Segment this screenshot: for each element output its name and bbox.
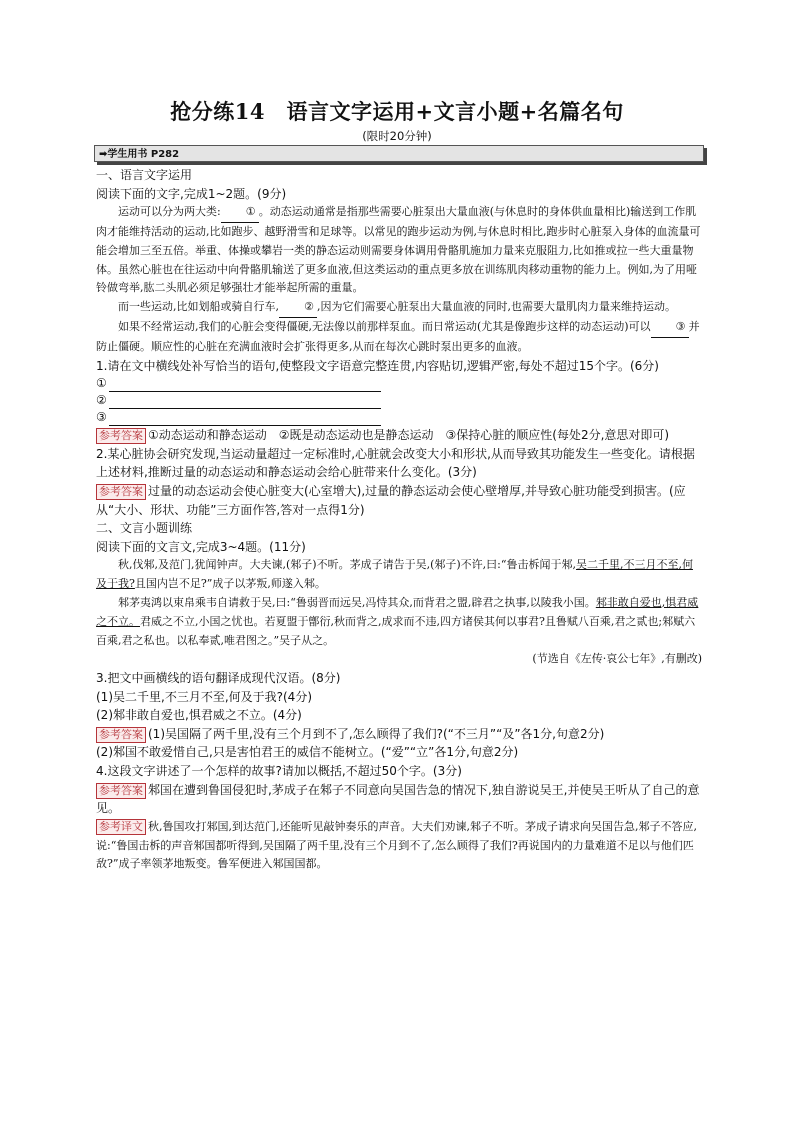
reference-translation: 参考译文 秋,鲁国攻打邾国,到达范门,还能听见敲钟奏乐的声音。大夫们劝谏,邾子不听。茅成子请求向吴国告急,邾子不答应,说:“鲁国击柝的声音邾国都听得到,吴国隔了两千里,没有三个月到不了,怎么顾得了我们?再说国内的力量难道不足以与他们匹敌?”成子率领茅地叛变。鲁军便进入邾国国都。	[96, 819, 697, 871]
main-content	[96, 166, 702, 874]
passage-paragraph-3: 如果不经常运动,我们的心脏会变得僵硬,无法像以前那样泵血。而日常运动(尤其是像跑步这样的动态运动)可以 ③ 并防止僵硬。顺应性的心脏在充满血液时会扩张得更多,从而在每次心跳时泵出更多的血液。	[96, 319, 700, 353]
reference-translation-tag: 参考译文	[96, 819, 146, 835]
answer-line-2: ②	[96, 392, 702, 409]
question-1: 1.请在文中横线处补写恰当的语句,使整段文字语意完整连贯,内容贴切,逻辑严密,每处不超过15个字。(6分)	[96, 358, 659, 373]
reference-answer-tag: 参考答案	[96, 727, 146, 743]
underlined-sentence-2: 邾非敢自爱也,惧君威之不立。	[96, 595, 699, 628]
passage-paragraph-2: 而一些运动,比如划船或骑自行车, ② ,因为它们需要心脏泵出大量血液的同时,也需要大量肌肉力量来维持运动。	[96, 298, 702, 318]
source-citation: (节选自《左传·哀公七年》,有删改)	[532, 652, 702, 666]
section1-intro: 阅读下面的文字,完成1~2题。(9分)	[96, 186, 287, 201]
answer-3-part-2: (2)邾国不敢爱惜自己,只是害怕君王的威信不能树立。(“爱”“立”各1分,句意2分)	[96, 745, 519, 760]
blank-1: ①	[221, 203, 259, 223]
question-3-part-2: (2)邾非敢自爱也,惧君威之不立。(4分)	[96, 708, 302, 723]
page-title: 抢分练14 语言文字运用+文言小题+名篇名句	[170, 99, 624, 124]
classical-paragraph-1: 秋,伐邾,及范门,犹闻钟声。大夫谏,(邾子)不听。茅成子请告于吴,(邾子)不许,曰:“鲁击柝闻于邾,吴二千里,不三月不至,何及于我?且国内岂不足?”成子以茅叛,师遂入邾。	[96, 558, 693, 591]
section2-heading: 二、文言小题训练	[96, 521, 193, 536]
question-3-part-1: (1)吴二千里,不三月不至,何及于我?(4分)	[96, 689, 312, 704]
passage-paragraph-1: 运动可以分为两大类: ① 。动态运动通常是指那些需要心脏泵出大量血液(与休息时的身体供血量相比)输送到工作肌肉才能维持活动的运动,比如跑步、越野滑雪和足球等。以常见的跑步运动为例,与休息时相比,跑步时心脏泵入身体的血流量可能会增加三至五倍。举重、体操或攀岩一类的静态运动则需要身体调用骨骼肌施加力量来克服阻力,比如推或拉一些大重量物体。虽然心脏也在往运动中向骨骼肌输送了更多血液,但这类运动的重点更多放在训练肌肉移动重物的能力上。例如,为了用哑铃做弯举,肱二头肌必须足够强壮才能举起所需的重量。	[96, 205, 701, 295]
question-3: 3.把文中画横线的语句翻译成现代汉语。(8分)	[96, 671, 341, 686]
blank-3: ③	[651, 318, 689, 338]
time-limit: (限时20分钟)	[362, 129, 432, 143]
blank-2: ②	[279, 298, 317, 318]
reference-answer-tag: 参考答案	[96, 484, 146, 500]
reference-answer-tag: 参考答案	[96, 428, 146, 444]
question-2: 2.某心脏协会研究发现,当运动量超过一定标准时,心脏就会改变大小和形状,从而导致其功能发生一些变化。请根据上述材料,推断过量的动态运动和静态运动会给心脏带来什么变化。(3分)	[96, 446, 695, 480]
answer-line-1: ①	[96, 375, 702, 392]
answer-line-3: ③	[96, 409, 702, 426]
answer-2: 参考答案 过量的动态运动会使心脏变大(心室增大),过量的静态运动会使心壁增厚,并导致心脏功能受到损害。(应从“大小、形状、功能”三方面作答,答对一点得1分)	[96, 483, 686, 517]
reference-answer-tag: 参考答案	[96, 783, 146, 799]
section2-intro: 阅读下面的文言文,完成3~4题。(11分)	[96, 539, 306, 554]
classical-paragraph-2: 邾茅夷鸿以束帛乘韦自请救于吴,曰:“鲁弱晋而远吴,冯恃其众,而背君之盟,辟君之执事,以陵我小国。邾非敢自爱也,惧君威之不立。君威之不立,小国之忧也。若夏盟于鄫衍,秋而背之,成求而不违,四方诸侯其何以事君?且鲁赋八百乘,君之贰也;邾赋六百乘,君之私也。以私奉贰,唯君图之。”吴子从之。	[96, 595, 699, 647]
answer-1: 参考答案 ①动态运动和静态运动 ②既是动态运动也是静态运动 ③保持心脏的顺应性(每处2分,意思对即可)	[96, 426, 702, 445]
question-4: 4.这段文字讲述了一个怎样的故事?请加以概括,不超过50个字。(3分)	[96, 764, 462, 779]
underlined-sentence-1: 吴二千里,不三月不至,何及于我?	[96, 558, 693, 591]
answer-3-part-1: 参考答案 (1)吴国隔了两千里,没有三个月到不了,怎么顾得了我们?(“不三月”“及”各1分,句意2分)	[96, 725, 702, 744]
student-book-reference-bar: ➡学生用书 P282	[94, 145, 704, 162]
answer-4: 参考答案 邾国在遭到鲁国侵犯时,茅成子在邾子不同意向吴国告急的情况下,独自游说吴王,并使吴王听从了自己的意见。	[96, 782, 700, 816]
section1-heading: 一、语言文字运用	[96, 168, 193, 182]
